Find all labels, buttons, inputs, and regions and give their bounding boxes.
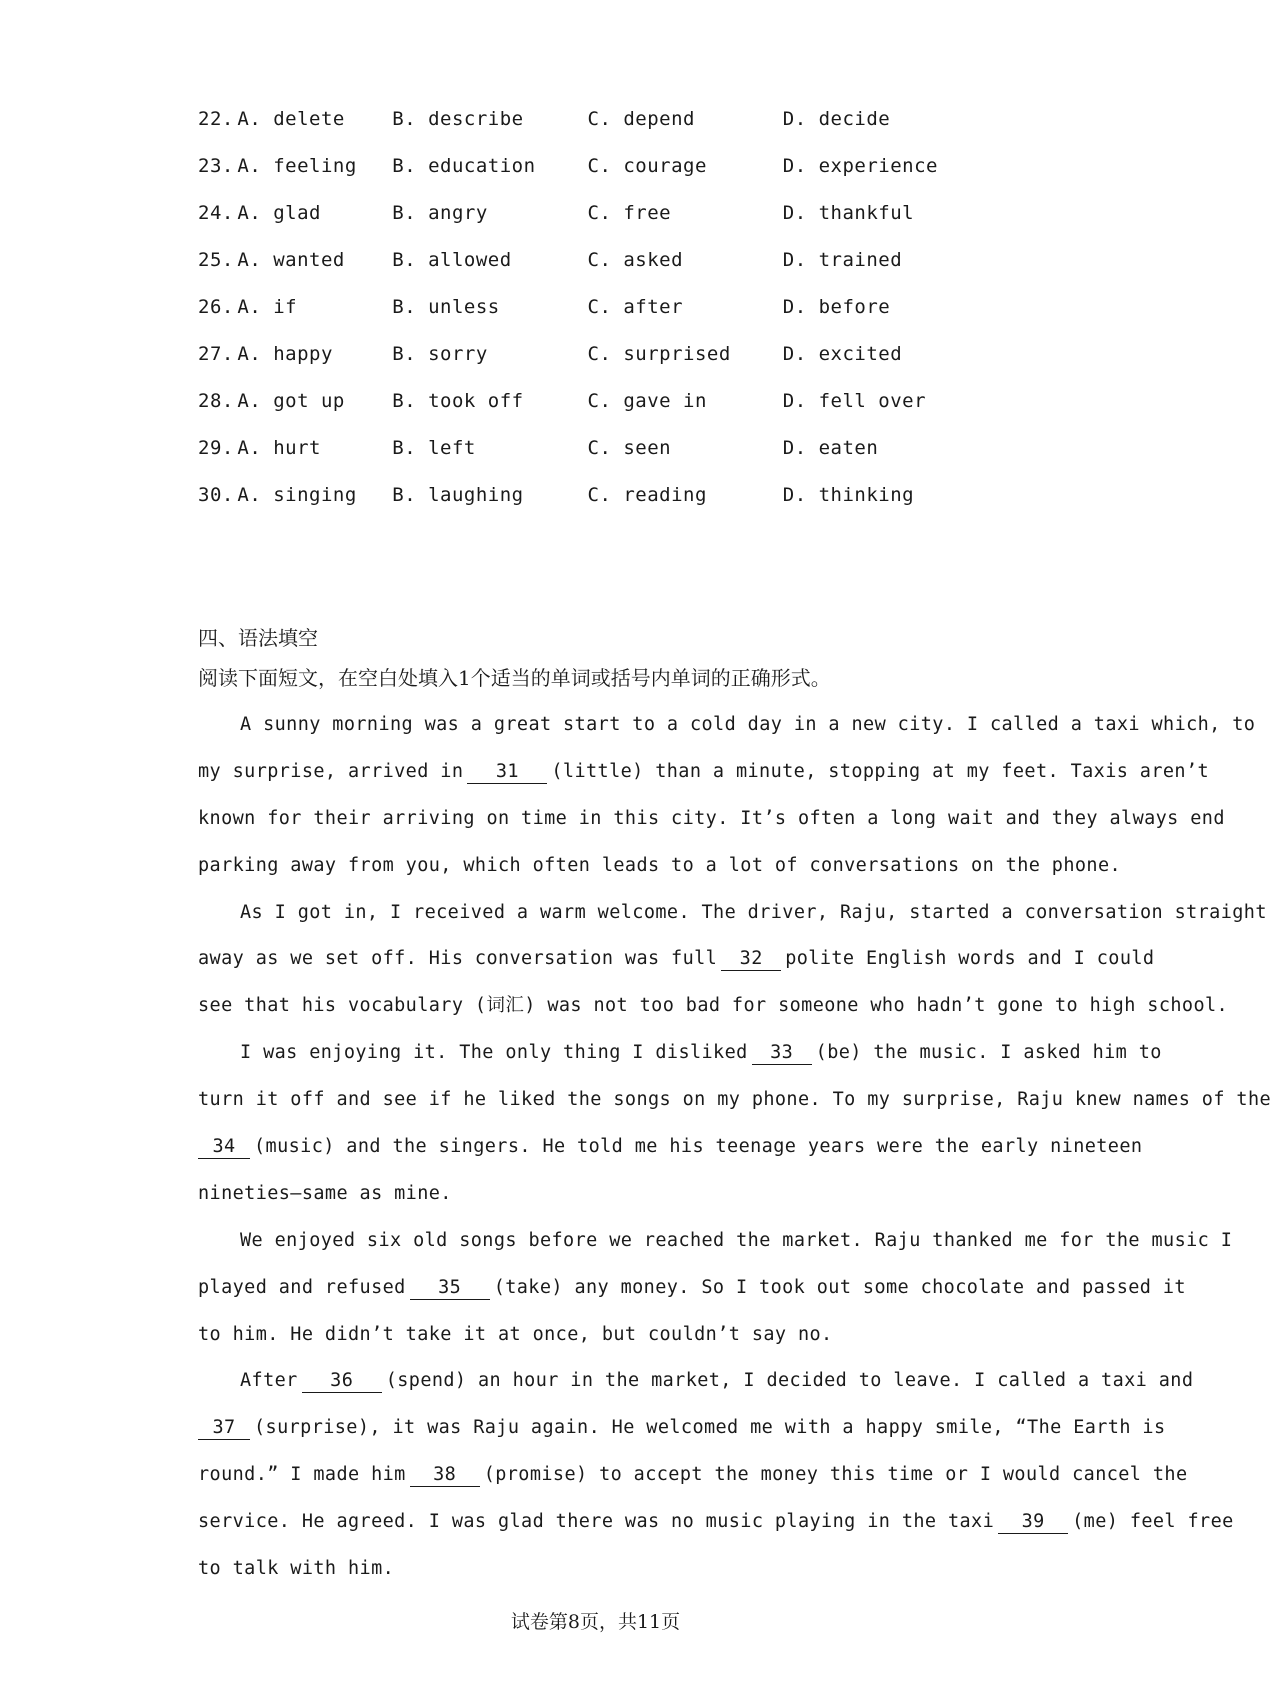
option-d: D. decide [782, 108, 891, 131]
passage-text: my surprise, arrived in [198, 760, 464, 782]
section-title: 四、语法填空 [198, 626, 318, 650]
option-d: D. experience [782, 155, 938, 178]
passage-text: to him. He didn’t take it at once, but couldn’t say no. [198, 1323, 833, 1345]
option-row [198, 377, 978, 424]
question-number: 27. [198, 342, 234, 365]
option-row [198, 96, 978, 143]
option-d: D. thankful [782, 202, 915, 225]
option-a: A. glad [237, 202, 321, 225]
question-number: 30. [198, 483, 234, 506]
passage-line [198, 1218, 1233, 1265]
passage-text: (spend) an hour in the market, I decided to leave. I called a taxi and [385, 1370, 1194, 1392]
blank-34: 34 [198, 1136, 250, 1159]
passage-line [198, 1452, 1188, 1499]
blank-33: 33 [752, 1042, 812, 1065]
option-c: C. seen [587, 436, 672, 459]
page-footer: 试卷第8页，共11页 [510, 1611, 681, 1633]
option-b: B. left [392, 436, 476, 459]
passage-line [198, 1405, 1183, 1452]
passage-text: see that his vocabulary (词汇) was not too bad for someone who hadn’t gone to high school. [198, 995, 1229, 1017]
option-b: B. unless [392, 296, 500, 318]
passage-text: (be) the music. I asked him to [815, 1042, 1162, 1064]
blank-35: 35 [410, 1277, 490, 1300]
blank-36: 36 [302, 1370, 382, 1393]
passage-text: away as we set off. His conversation was full [198, 948, 718, 970]
option-row [198, 237, 978, 284]
passage-text: known for their arriving on time in this city. It’s often a long wait and they always end [198, 807, 1225, 829]
option-a: A. wanted [237, 249, 345, 272]
option-row [198, 471, 978, 518]
option-a: A. delete [237, 108, 345, 131]
option-a: A. singing [237, 483, 357, 506]
option-b: B. describe [392, 108, 524, 131]
option-row [198, 284, 978, 331]
option-b: B. education [392, 155, 536, 178]
question-number: 25. [198, 249, 234, 272]
option-b: B. took off [392, 389, 524, 412]
option-d: D. before [782, 296, 891, 318]
passage-line [198, 1358, 1194, 1405]
passage-text: A sunny morning was a great start to a cold day in a new city. I called a taxi which, to [240, 714, 1256, 735]
option-c: C. depend [587, 108, 695, 131]
option-d: D. thinking [782, 483, 915, 506]
passage-text: I was enjoying it. The only thing I disliked [240, 1042, 748, 1064]
passage-text: We enjoyed six old songs before we reached the market. Raju thanked me for the music I [240, 1229, 1233, 1251]
passage-line [198, 1124, 1183, 1171]
option-a: A. got up [237, 389, 345, 412]
option-b: B. angry [392, 202, 488, 225]
passage-line [198, 1265, 1186, 1312]
option-c: C. courage [587, 155, 707, 178]
question-number: 26. [198, 296, 234, 318]
question-number: 29. [198, 436, 234, 459]
option-c: C. reading [587, 483, 707, 506]
passage-line [198, 890, 1267, 937]
option-row [198, 190, 978, 237]
option-d: D. trained [782, 249, 903, 272]
option-a: A. feeling [237, 155, 357, 178]
option-c: C. surprised [587, 342, 731, 365]
passage-text: (me) feel free [1072, 1511, 1234, 1533]
passage-line [198, 749, 1210, 796]
passage-line [198, 843, 1183, 890]
option-c: C. free [587, 202, 672, 225]
passage-text: After [240, 1370, 298, 1392]
passage-line [198, 702, 1256, 749]
question-number: 28. [198, 389, 234, 412]
passage-text: (take) any money. So I took out some chocolate and passed it [493, 1276, 1186, 1298]
passage-line [198, 983, 1229, 1030]
question-number: 22. [198, 108, 234, 131]
blank-39: 39 [998, 1511, 1068, 1534]
multiple-choice-options [198, 96, 978, 518]
passage-line [198, 796, 1225, 843]
option-a: A. hurt [237, 436, 321, 459]
option-d: D. eaten [782, 436, 879, 459]
option-row [198, 143, 978, 190]
question-number: 23. [198, 155, 234, 178]
passage-text: (little) than a minute, stopping at my feet. Taxis aren’t [551, 760, 1210, 782]
passage-line [198, 1030, 1183, 1077]
option-c: C. asked [587, 249, 684, 272]
passage-line [198, 1546, 1183, 1593]
question-number: 24. [198, 202, 234, 225]
passage-text: to talk with him. [198, 1558, 395, 1580]
passage-text: As I got in, I received a warm welcome. The driver, Raju, started a conversation straight [240, 901, 1267, 923]
option-row [198, 330, 978, 377]
option-c: C. gave in [587, 389, 707, 412]
option-d: D. fell over [782, 389, 927, 412]
passage-text: turn it off and see if he liked the songs on my phone. To my surprise, Raju knew names of the [198, 1089, 1271, 1111]
option-row [198, 424, 978, 471]
passage-line [198, 1499, 1234, 1546]
passage [198, 702, 1271, 1593]
blank-38: 38 [410, 1464, 480, 1487]
option-b: B. sorry [392, 342, 488, 365]
passage-line [198, 936, 1183, 983]
passage-text: (promise) to accept the money this time or I would cancel the [483, 1464, 1188, 1486]
option-b: B. allowed [392, 249, 512, 272]
blank-31: 31 [467, 761, 547, 784]
option-d: D. excited [782, 342, 903, 365]
passage-text: played and refused [198, 1276, 406, 1298]
option-a: A. if [237, 296, 298, 318]
option-c: C. after [587, 296, 684, 318]
section-instructions: 阅读下面短文，在空白处填入1个适当的单词或括号内单词的正确形式。 [198, 666, 831, 690]
passage-text: nineties—same as mine. [198, 1182, 452, 1204]
passage-text: parking away from you, which often leads to a lot of conversations on the phone. [198, 854, 1122, 876]
passage-line [198, 1077, 1271, 1124]
passage-text: polite English words and I could [785, 948, 1155, 970]
blank-37: 37 [198, 1417, 250, 1440]
passage-text: service. He agreed. I was glad there was no music playing in the taxi [198, 1511, 995, 1533]
passage-line [198, 1171, 1183, 1218]
option-a: A. happy [237, 342, 333, 365]
option-b: B. laughing [392, 483, 524, 506]
blank-32: 32 [721, 948, 781, 971]
passage-text: round.” I made him [198, 1464, 406, 1486]
passage-text: (music) and the singers. He told me his teenage years were the early nineteen [254, 1136, 1143, 1158]
passage-text: (surprise), it was Raju again. He welcomed me with a happy smile, “The Earth is [254, 1417, 1166, 1439]
passage-line [198, 1312, 1183, 1359]
